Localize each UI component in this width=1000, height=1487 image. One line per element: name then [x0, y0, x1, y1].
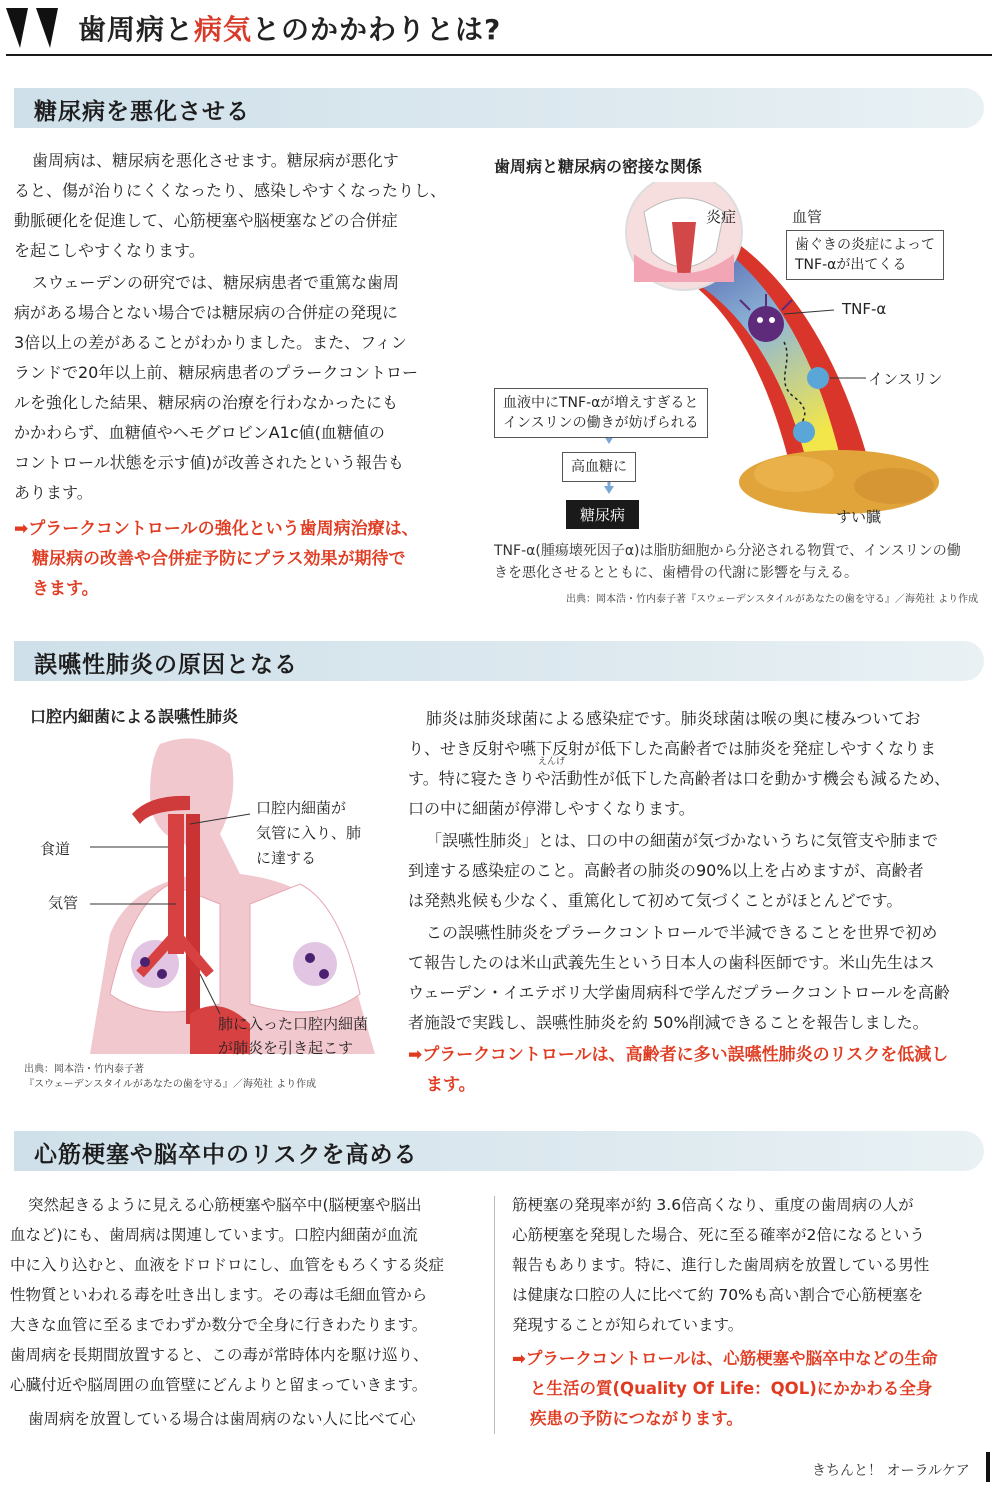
label-insulin: インスリン — [868, 370, 943, 388]
pneumonia-figure-title: 口腔内細菌による誤嚥性肺炎 — [30, 707, 239, 726]
footer-magazine-name: きちんと！ オーラルケア — [812, 1463, 970, 1479]
label-oral-bacteria: 口腔内細菌が 気管に入り、肺 に達する — [256, 799, 362, 867]
pneumonia-paragraph-1: 肺炎は肺炎球菌による感染症です。肺炎球菌は喉の奥に棲みついてお り、せき反射や嚥下反射が低下した高齢者では肺炎を発症しやすくなりま す。特に寝たきりや活動性が低下した高齢者は口を動かす機会も減るため、 口の中に細菌が停滞しやすくなります。 — [408, 709, 951, 818]
pneumonia-paragraph-2: 「誤嚥性肺炎」とは、口の中の細菌が気づかないうちに気管支や肺まで 到達する感染症のこと。高齢者の肺炎の90%以上を占めますが、高齢者 は発熱兆候も少なく、重篤化して初めて気づくことがほとんどです。 — [408, 831, 939, 910]
heart-paragraph-right: 筋梗塞の発現率が約 3.6倍高くなり、重度の歯周病の人が 心筋梗塞を発現した場合、死に至る確率が2倍になるという 報告もあります。特に、進行した歯周病を放置している男性 は健康な口腔の人に比べて約 70%も高い割合で心筋梗塞を 発現することが知られています。 — [512, 1196, 930, 1334]
box-gum-inflammation: 歯ぐきの炎症によって TNF-αが出てくる — [786, 230, 944, 280]
section-heading-heart: 心筋梗塞や脳卒中のリスクを高める — [14, 1131, 984, 1171]
heart-paragraph-left-1: 突然起きるように見える心筋梗塞や脳卒中(脳梗塞や脳出 血など)にも、歯周病は関連しています。口腔内細菌が血流 中に入り込むと、血液をドロドロにし、血管をもろくする炎症 性物質といわれる毒を吐き出します。その毒は毛細血管から 大きな血管に至るまでわずか数分で全身に行きわたります。 歯周病を長期間放置すると、この毒が常時体内を駆け巡り、 心臓付近や脳周囲の血管壁にどんよりと留まっていきます。 — [10, 1196, 445, 1394]
column-divider — [494, 1196, 495, 1434]
title-chevron-marks — [6, 8, 68, 48]
diabetes-paragraph-1: 歯周病は、糖尿病を悪化させます。糖尿病が悪化す ると、傷が治りにくくなったり、感染しやすくなったりし、 動脈硬化を促進して、心筋梗塞や脳梗塞などの合併症 を起こしやすくなります。 — [14, 151, 447, 260]
box-blood-tnf: 血液中にTNF-αが増えすぎると インスリンの働きが妨げられる — [494, 388, 708, 438]
label-esophagus: 食道 — [40, 840, 71, 858]
label-vessel: 血管 — [792, 208, 823, 226]
label-lung-bacteria: 肺に入った口腔内細菌 が肺炎を引き起こす — [218, 1015, 369, 1057]
diabetes-figure-caption: TNF-α(腫瘍壊死因子α)は脂肪細胞から分泌される物質で、インスリンの働 きを悪化させるとともに、歯槽骨の代謝に影響を与える。 — [494, 543, 961, 581]
footer-bar — [986, 1452, 990, 1482]
title-rule — [6, 54, 992, 56]
label-pancreas: すい臓 — [836, 508, 882, 526]
pneumonia-paragraph-3: この誤嚥性肺炎をプラークコントロールで半減できることを世界で初め て報告したのは米山武義先生という日本人の歯科医師です。米山先生はス ウェーデン・イエテボリ大学歯周病科で学んだプラークコントロールを高齢 者施設で実践し、誤嚥性肺炎を約 50%削減できることを報告しました。 — [408, 923, 950, 1032]
label-trachea: 気管 — [48, 894, 79, 912]
pneumonia-figure-source: 出典：岡本浩・竹内泰子著 『スウェーデンスタイルがあなたの歯を守る』／海苑社 より作成 — [24, 1064, 317, 1090]
page-title: 歯周病と病気とのかかわりとは? — [78, 13, 502, 46]
label-tnf-alpha: TNF-α — [842, 300, 887, 318]
box-hyperglycemia: 高血糖に — [562, 452, 636, 482]
section-heading-diabetes: 糖尿病を悪化させる — [14, 88, 984, 128]
diabetes-figure-source: 出典：岡本浩・竹内泰子著『スウェーデンスタイルがあなたの歯を守る』／海苑社 より作成 — [566, 594, 979, 605]
heart-conclusion: ➡プラークコントロールは、心筋梗塞や脳卒中などの生命 と生活の質(Quality Of Life：QOL)にかかわる全身 疾患の予防につながります。 — [512, 1349, 938, 1428]
heart-paragraph-left-2: 歯周病を放置している場合は歯周病のない人に比べて心 — [28, 1410, 416, 1428]
ruby-engeki: えんげ — [538, 757, 566, 767]
label-inflammation: 炎症 — [706, 208, 737, 226]
section-heading-pneumonia: 誤嚥性肺炎の原因となる — [14, 641, 984, 681]
box-diabetes: 糖尿病 — [566, 500, 639, 529]
pneumonia-conclusion: ➡プラークコントロールは、高齢者に多い誤嚥性肺炎のリスクを低減し ます。 — [408, 1045, 949, 1095]
diabetes-paragraph-2: スウェーデンの研究では、糖尿病患者で重篤な歯周 病がある場合とない場合では糖尿病の合併症の発現に 3倍以上の差があることがわかりました。また、フィン ランドで20年以上前、糖尿病患者のプラークコントロー ルを強化した結果、糖尿病の治療を行わなかったにも かかわらず、血糖値やヘモグロビンA1c値(血糖値の コントロール状態を示す値)が改善されたという報告も あります。 — [14, 273, 419, 502]
diabetes-conclusion: ➡プラークコントロールの強化という歯周病治療は、 糖尿病の改善や合併症予防にプラス効果が期待で きます。 — [14, 519, 419, 599]
pneumonia-figure-illustration — [90, 734, 390, 1054]
diabetes-figure-title: 歯周病と糖尿病の密接な関係 — [494, 157, 703, 176]
